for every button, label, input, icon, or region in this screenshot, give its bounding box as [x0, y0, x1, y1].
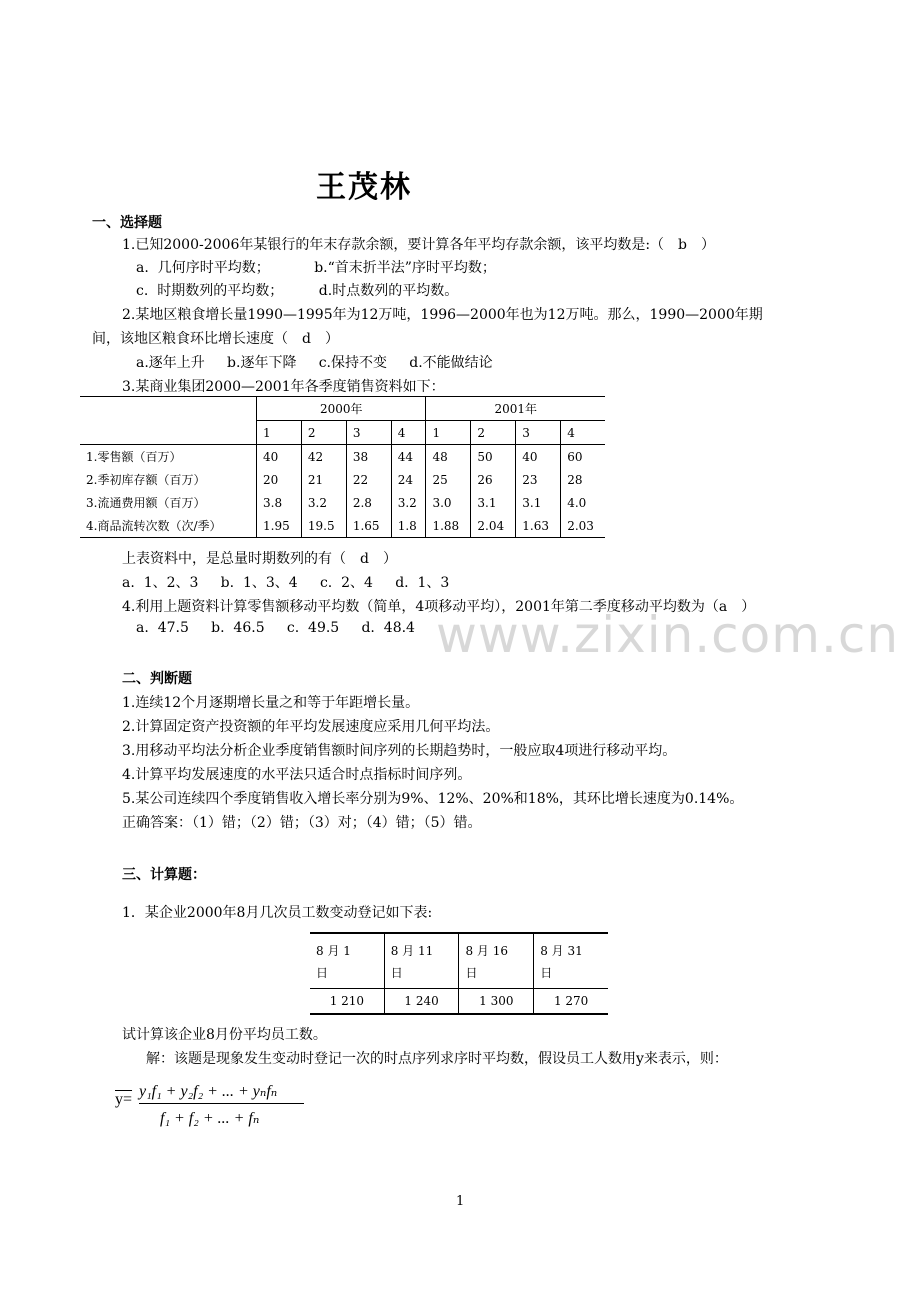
table-row	[80, 491, 605, 514]
cell: 26	[471, 468, 516, 491]
cell: 50	[471, 445, 516, 469]
table-row	[80, 468, 605, 491]
cell: 3.0	[426, 491, 471, 514]
cell: 1.88	[426, 514, 471, 538]
cell: 2.04	[471, 514, 516, 538]
q2-line1: 2.某地区粮食增长量1990—1995年为12万吨，1996—2000年也为12万吨。那么，1990—2000年期	[122, 307, 763, 323]
section3-heading: 三、计算题：	[122, 867, 206, 883]
calc-q1-text: 1．某企业2000年8月几次员工数变动登记如下表:	[122, 905, 433, 921]
calc-ask: 试计算该企业8月份平均员工数。	[122, 1027, 327, 1043]
formula-lhs: y=	[115, 1091, 133, 1108]
staff-table	[310, 932, 608, 1015]
row-label: 3.流通费用额（百万）	[86, 496, 206, 510]
cell: 2.03	[561, 514, 605, 538]
value-cell: 1 210	[310, 989, 384, 1015]
cell: 3.8	[257, 491, 302, 514]
cell: 1.8	[391, 514, 426, 538]
cell: 1.65	[346, 514, 391, 538]
date-cell: 8 月 1 日	[310, 933, 384, 989]
quarter-header: 2	[471, 421, 516, 445]
judge-item-5: 5.某公司连续四个季度销售收入增长率分别为9%、12%、20%和18%，其环比增长速度为0.14%。	[122, 791, 744, 807]
formula-denominator: f₁ + f₂ + ... + fₙ	[160, 1110, 260, 1127]
value-cell: 1 270	[534, 989, 608, 1015]
table-row	[80, 445, 605, 469]
cell: 60	[561, 445, 605, 469]
row-label: 4.商品流转次数（次/季）	[80, 514, 257, 538]
judge-item-1: 1.连续12个月逐期增长量之和等于年距增长量。	[122, 695, 420, 711]
section1-heading: 一、选择题	[92, 215, 162, 231]
cell: 42	[301, 445, 346, 469]
q1-text: 1.已知2000-2006年某银行的年末存款余额，要计算各年平均存款余额，该平均数是:（ b ）	[122, 237, 716, 253]
quarter-header: 4	[561, 421, 605, 445]
quarter-header: 1	[257, 421, 302, 445]
quarter-header: 3	[516, 421, 561, 445]
cell: 3.1	[516, 491, 561, 514]
formula-numerator: y₁f₁ + y₂f₂ + ... + yₙfₙ	[139, 1083, 278, 1100]
cell: 19.5	[301, 514, 346, 538]
cell: 4.0	[561, 491, 605, 514]
q4-text: 4.利用上题资料计算零售额移动平均数（简单，4项移动平均），2001年第二季度移动平均数为（a ）	[122, 599, 756, 615]
q3-after-text: 上表资料中，是总量时期数列的有（ d ）	[122, 551, 397, 567]
year-header-2000: 2000年	[257, 397, 426, 421]
date-cell: 8 月 11 日	[384, 933, 459, 989]
q3-text: 3.某商业集团2000—2001年各季度销售资料如下：	[122, 379, 445, 395]
cell: 1.63	[516, 514, 561, 538]
date-cell: 8 月 31 日	[534, 933, 608, 989]
judge-item-3: 3.用移动平均法分析企业季度销售额时间序列的长期趋势时，一般应取4项进行移动平均。	[122, 743, 677, 759]
value-cell: 1 300	[459, 989, 534, 1015]
quarter-header: 4	[391, 421, 426, 445]
cell: 3.2	[391, 491, 426, 514]
judge-answer: 正确答案：（1）错；（2）错；（3）对；（4）错；（5）错。	[122, 815, 482, 831]
row-label: 1.零售额（百万）	[86, 450, 182, 464]
value-cell: 1 240	[384, 989, 459, 1015]
quarter-header: 1	[426, 421, 471, 445]
fraction-bar	[139, 1103, 304, 1104]
judge-item-4: 4.计算平均发展速度的水平法只适合时点指标时间序列。	[122, 767, 472, 783]
cell: 23	[516, 468, 561, 491]
date-cell: 8 月 16 日	[459, 933, 534, 989]
q2-line2: 间，该地区粮食环比增长速度（ d ）	[92, 331, 339, 347]
table-corner	[80, 397, 257, 421]
cell: 38	[346, 445, 391, 469]
section2-heading: 二、判断题	[122, 671, 192, 687]
page-number: 1	[456, 1194, 465, 1209]
cell: 3.2	[301, 491, 346, 514]
judge-item-2: 2.计算固定资产投资额的年平均发展速度应采用几何平均法。	[122, 719, 500, 735]
cell: 1.95	[257, 514, 302, 538]
cell: 21	[301, 468, 346, 491]
cell: 22	[346, 468, 391, 491]
cell: 28	[561, 468, 605, 491]
quarter-header: 3	[346, 421, 391, 445]
cell: 40	[516, 445, 561, 469]
document-title: 王茂林	[316, 170, 412, 205]
q4-options: a. 47.5 b. 46.5 c. 49.5 d. 48.4	[136, 620, 415, 636]
calc-solution: 解：该题是现象发生变动时登记一次的时点序列求序时平均数，假设员工人数用y来表示，则：	[146, 1051, 728, 1067]
cell: 3.1	[471, 491, 516, 514]
cell: 40	[257, 445, 302, 469]
cell: 2.8	[346, 491, 391, 514]
q2-options: a.逐年上升 b.逐年下降 c.保持不变 d.不能做结论	[136, 355, 493, 371]
quarter-header: 2	[301, 421, 346, 445]
cell: 25	[426, 468, 471, 491]
q1-options-2: c. 时期数列的平均数； d.时点数列的平均数。	[136, 283, 459, 299]
cell: 48	[426, 445, 471, 469]
cell: 24	[391, 468, 426, 491]
watermark: www.zixin.com.cn	[436, 606, 900, 664]
cell: 20	[257, 468, 302, 491]
year-header-2001: 2001年	[426, 397, 605, 421]
q1-options-1: a. 几何序时平均数； b.“首末折半法”序时平均数；	[136, 260, 496, 276]
table-row	[80, 514, 605, 538]
cell: 44	[391, 445, 426, 469]
row-label: 2.季初库存额（百万）	[86, 473, 206, 487]
q3-options: a. 1、2、3 b. 1、3、4 c. 2、4 d. 1、3	[122, 575, 450, 591]
sales-table	[80, 396, 605, 538]
